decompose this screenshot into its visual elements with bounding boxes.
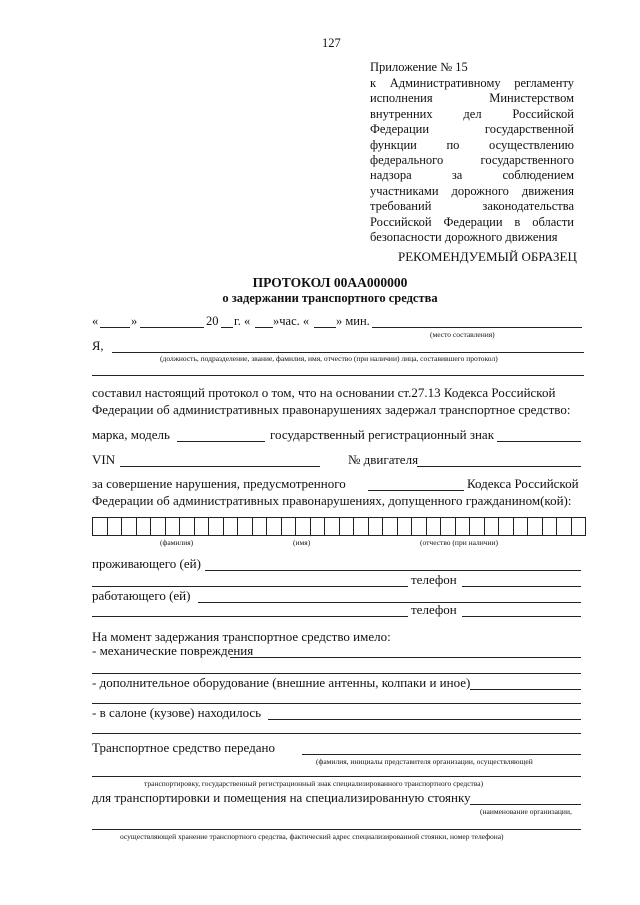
letter-cell[interactable]: [426, 517, 441, 536]
transfer-field-2[interactable]: [92, 776, 581, 777]
violation-line-1a: за совершение нарушения, предусмотренного: [92, 476, 346, 491]
officer-field[interactable]: [112, 352, 584, 353]
equipment-label: - дополнительное оборудование (внешние антенны, колпаки и иное): [92, 675, 471, 690]
residence-phone-field[interactable]: [462, 586, 581, 587]
letter-cell[interactable]: [571, 517, 587, 536]
vin-label: VIN: [92, 452, 116, 467]
letter-cell[interactable]: [484, 517, 499, 536]
place-field[interactable]: [372, 327, 582, 328]
name-cells[interactable]: [92, 517, 586, 536]
letter-cell[interactable]: [455, 517, 470, 536]
hour-field[interactable]: [255, 327, 273, 328]
storage-hint-1: (наименование организации,: [480, 807, 572, 816]
reg-label: государственный регистрационный знак: [270, 427, 495, 442]
damage-label: - механические повреждения: [92, 643, 254, 658]
vin-field[interactable]: [120, 466, 320, 467]
letter-cell[interactable]: [411, 517, 426, 536]
letter-cell[interactable]: [179, 517, 194, 536]
appendix-line: к Административному регламенту: [370, 76, 574, 90]
storage-field-2[interactable]: [92, 829, 581, 830]
appendix-line: Российской Федерации в области: [370, 214, 574, 229]
letter-cell[interactable]: [310, 517, 325, 536]
storage-label: для транспортировки и помещения на специализированную стоянку: [92, 790, 471, 805]
letter-cell[interactable]: [266, 517, 281, 536]
make-label: марка, модель: [92, 427, 170, 442]
letter-cell[interactable]: [513, 517, 528, 536]
appendix-line: надзора за соблюдением: [370, 168, 574, 183]
letter-cell[interactable]: [440, 517, 455, 536]
letter-cell[interactable]: [194, 517, 209, 536]
appendix-line: исполнения Министерством: [370, 91, 574, 106]
place-hint: (место составления): [430, 330, 495, 339]
surname-hint: (фамилия): [160, 538, 194, 547]
work-label: работающего (ей): [92, 588, 191, 603]
storage-hint-2: осуществляющей хранение транспортного средства, фактический адрес специализированной стоянки, номер телефона): [120, 832, 504, 841]
page-number: 127: [322, 36, 341, 50]
protocol-subtitle: о задержании транспортного средства: [222, 291, 438, 305]
appendix-text: [370, 76, 574, 245]
letter-cell[interactable]: [252, 517, 267, 536]
letter-cell[interactable]: [281, 517, 296, 536]
letter-cell[interactable]: [165, 517, 180, 536]
letter-cell[interactable]: [324, 517, 339, 536]
appendix-line: безопасности дорожного движения: [370, 229, 558, 244]
recommended-sample: РЕКОМЕНДУЕМЫЙ ОБРАЗЕЦ: [398, 249, 577, 264]
letter-cell[interactable]: [136, 517, 151, 536]
letter-cell[interactable]: [339, 517, 354, 536]
transfer-hint-1: (фамилия, инициалы представителя организации, осуществляющей: [316, 757, 533, 766]
month-field[interactable]: [140, 327, 204, 328]
date-quote-close: »: [131, 314, 138, 328]
year-field[interactable]: [221, 327, 233, 328]
protocol-title: ПРОТОКОЛ 00АА000000: [252, 275, 408, 290]
letter-cell[interactable]: [150, 517, 165, 536]
letter-cell[interactable]: [382, 517, 397, 536]
violation-line-1b: Кодекса Российской: [467, 476, 579, 491]
make-field[interactable]: [177, 441, 265, 442]
work-field-2[interactable]: [92, 616, 408, 617]
article-field[interactable]: [368, 490, 464, 491]
day-field[interactable]: [100, 327, 130, 328]
letter-cell[interactable]: [353, 517, 368, 536]
violation-line-2: Федерации об административных правонарушениях, допущенного гражданином(кой):: [92, 493, 572, 508]
statement-line-1: составил настоящий протокол о том, что на основании ст.27.13 Кодекса Российской: [92, 385, 556, 400]
statement-line-2: Федерации об административных правонарушениях задержал транспортное средство:: [92, 402, 571, 417]
reg-field[interactable]: [497, 441, 581, 442]
damage-field-2[interactable]: [92, 673, 581, 674]
appendix-line: внутренних дел Российской: [370, 106, 574, 121]
letter-cell[interactable]: [368, 517, 383, 536]
officer-label: Я,: [92, 339, 104, 353]
officer-hint: (должность, подразделение, звание, фамилия, имя, отчество (при наличии) лица, составившего протокол): [160, 354, 498, 363]
appendix-line: федерального государственного: [370, 152, 574, 167]
year-suffix: г. «: [234, 314, 251, 328]
minutes-label: » мин.: [336, 314, 370, 328]
residence-phone-label: телефон: [411, 572, 457, 587]
residence-field-2[interactable]: [92, 586, 408, 587]
cabin-field-2[interactable]: [92, 733, 581, 734]
letter-cell[interactable]: [469, 517, 484, 536]
work-phone-label: телефон: [411, 602, 457, 617]
letter-cell[interactable]: [208, 517, 223, 536]
letter-cell[interactable]: [107, 517, 122, 536]
engine-label: № двигателя: [348, 452, 419, 467]
condition-intro: На момент задержания транспортное средство имело:: [92, 629, 391, 644]
patronymic-hint: (отчество (при наличии): [420, 538, 499, 547]
work-field[interactable]: [198, 602, 581, 603]
officer-field-2[interactable]: [92, 375, 584, 376]
appendix-line: функции по осуществлению: [370, 137, 574, 152]
letter-cell[interactable]: [295, 517, 310, 536]
appendix-line: Федерации государственной: [370, 122, 574, 137]
letter-cell[interactable]: [556, 517, 571, 536]
minute-field[interactable]: [314, 327, 336, 328]
transfer-field[interactable]: [302, 754, 581, 755]
letter-cell[interactable]: [542, 517, 557, 536]
residence-field[interactable]: [205, 570, 581, 571]
damage-field[interactable]: [230, 657, 581, 658]
letter-cell[interactable]: [121, 517, 136, 536]
residence-label: проживающего (ей): [92, 556, 201, 571]
engine-field[interactable]: [417, 466, 581, 467]
storage-field[interactable]: [470, 804, 581, 805]
name-hint: (имя): [293, 538, 311, 547]
appendix-line: участниками дорожного движения: [370, 183, 574, 198]
cabin-label: - в салоне (кузове) находилось: [92, 705, 262, 720]
date-quote-open: «: [92, 314, 99, 328]
letter-cell[interactable]: [527, 517, 542, 536]
hours-label: »час. «: [273, 314, 310, 328]
year-prefix: 20: [206, 314, 219, 328]
work-phone-field[interactable]: [462, 616, 581, 617]
letter-cell[interactable]: [237, 517, 252, 536]
letter-cell[interactable]: [223, 517, 238, 536]
appendix-line: требований законодательства: [370, 199, 574, 214]
letter-cell[interactable]: [397, 517, 412, 536]
transfer-hint-2: транспортировку, государственный регистрационный знак специализированного транспортного средства): [144, 779, 484, 788]
letter-cell[interactable]: [92, 517, 107, 536]
cabin-field[interactable]: [268, 719, 581, 720]
equipment-field[interactable]: [470, 689, 581, 690]
transfer-label: Транспортное средство передано: [92, 740, 275, 755]
appendix-title: Приложение № 15: [370, 60, 468, 74]
equipment-field-2[interactable]: [92, 703, 581, 704]
letter-cell[interactable]: [498, 517, 513, 536]
